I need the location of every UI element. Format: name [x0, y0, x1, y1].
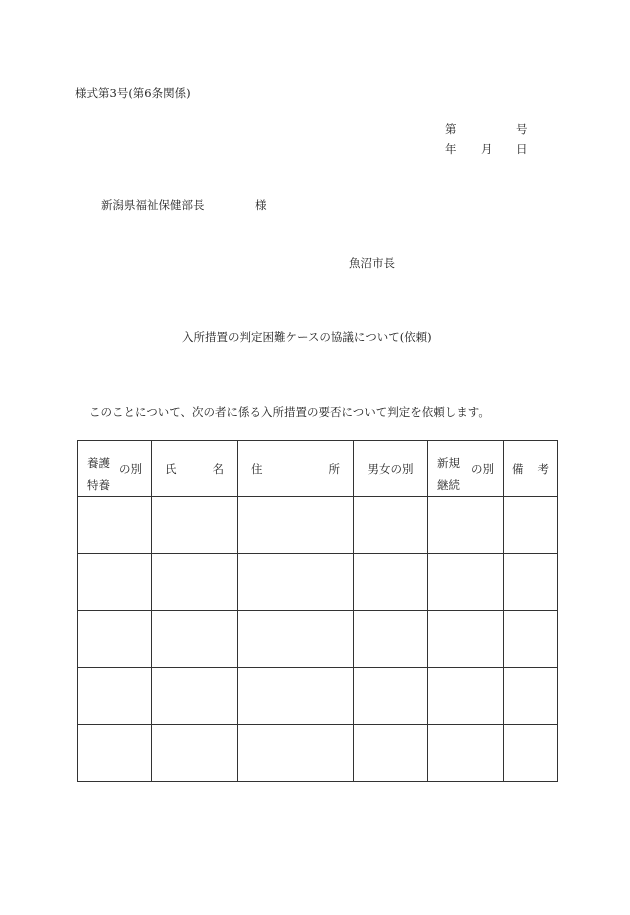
table-cell[interactable]: [78, 554, 152, 611]
header-name-a: 氏: [165, 462, 177, 476]
table-cell[interactable]: [152, 668, 238, 725]
date-day: 日: [516, 142, 528, 156]
addressee-name: 新潟県福祉保健部長: [101, 198, 205, 212]
header-address-b: 所: [328, 462, 340, 476]
header-address: [238, 441, 354, 497]
sender-name: 魚沼市長: [349, 256, 395, 270]
header-address-a: 住: [251, 462, 263, 476]
header-care-type-line2: 特養: [87, 478, 110, 492]
document-title: 入所措置の判定困難ケースの協議について(依頼): [182, 330, 432, 344]
table-cell[interactable]: [504, 611, 558, 668]
table-cell[interactable]: [428, 554, 504, 611]
table-cell[interactable]: [504, 497, 558, 554]
date-year: 年: [445, 142, 457, 156]
table-cell[interactable]: [354, 668, 428, 725]
document-number-prefix: 第: [445, 122, 457, 136]
header-status-suffix: の別: [471, 462, 494, 476]
table-cell[interactable]: [152, 611, 238, 668]
header-remarks-a: 備: [512, 462, 524, 476]
table-cell[interactable]: [238, 668, 354, 725]
header-gender-label: 男女の別: [367, 462, 414, 476]
table-cell[interactable]: [428, 668, 504, 725]
header-gender: [354, 441, 428, 497]
table-cell[interactable]: [428, 725, 504, 782]
table-row: [78, 497, 558, 554]
table-cell[interactable]: [238, 554, 354, 611]
table-row: [78, 668, 558, 725]
table-cell[interactable]: [152, 497, 238, 554]
table-header-row: [78, 441, 558, 497]
date-month: 月: [481, 142, 493, 156]
table-cell[interactable]: [354, 497, 428, 554]
table-cell[interactable]: [504, 668, 558, 725]
table-cell[interactable]: [238, 611, 354, 668]
header-status-line2: 継続: [437, 478, 460, 492]
table-cell[interactable]: [78, 611, 152, 668]
addressee-honorific: 様: [255, 198, 267, 212]
document-number-suffix: 号: [516, 122, 528, 136]
header-status-line1: 新規: [437, 456, 460, 470]
table-cell[interactable]: [78, 725, 152, 782]
table-cell[interactable]: [152, 554, 238, 611]
header-name-b: 名: [212, 462, 224, 476]
table-cell[interactable]: [354, 611, 428, 668]
table-cell[interactable]: [428, 611, 504, 668]
body-text: このことについて、次の者に係る入所措置の要否について判定を依頼します。: [89, 405, 490, 419]
table-cell[interactable]: [78, 497, 152, 554]
table-cell[interactable]: [504, 554, 558, 611]
header-care-type-suffix: の別: [119, 462, 142, 476]
header-remarks-b: 考: [537, 462, 549, 476]
header-status: [428, 441, 504, 497]
header-care-type-line1: 養護: [87, 456, 110, 470]
table-cell[interactable]: [238, 497, 354, 554]
request-table: [77, 440, 558, 782]
table-row: [78, 725, 558, 782]
form-number: 様式第3号(第6条関係): [75, 86, 191, 100]
header-name: [152, 441, 238, 497]
table-cell[interactable]: [152, 725, 238, 782]
table-cell[interactable]: [428, 497, 504, 554]
header-care-type: [78, 441, 152, 497]
table-cell[interactable]: [238, 725, 354, 782]
table-cell[interactable]: [354, 725, 428, 782]
header-remarks: [504, 441, 558, 497]
table-row: [78, 611, 558, 668]
table-row: [78, 554, 558, 611]
table-cell[interactable]: [354, 554, 428, 611]
table-cell[interactable]: [504, 725, 558, 782]
table-cell[interactable]: [78, 668, 152, 725]
